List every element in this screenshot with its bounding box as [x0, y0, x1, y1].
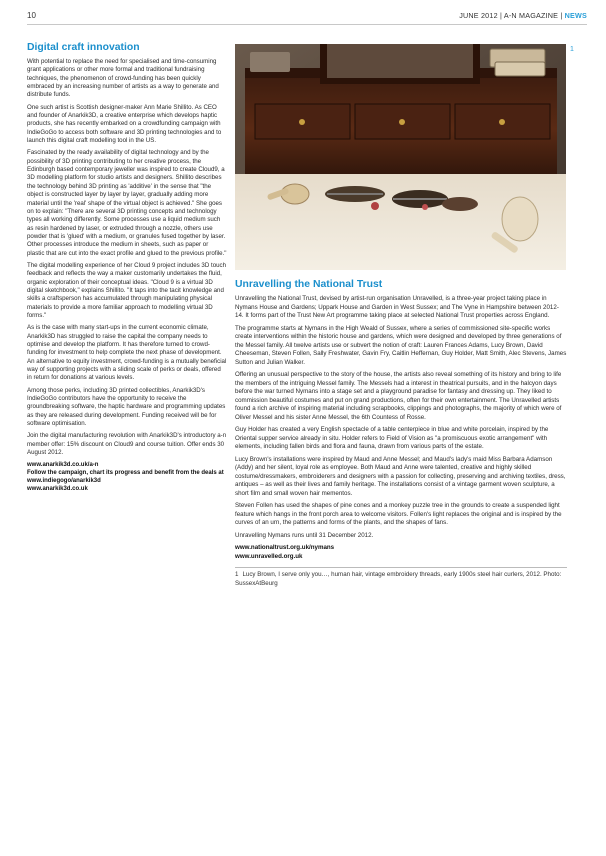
- photo-illustration: [235, 44, 566, 270]
- left-paragraph: With potential to replace the need for specialised and time-consuming grant applications or other more formal and traditional fundraising techniques, the phenomenon of crowd-funding has been quickly embraced by an increasing number of artists as a way to generate and distribute funds.: [27, 58, 219, 99]
- left-paragraph: The digital modelling experience of her Cloud 9 project includes 3D touch feedback and reflects the way a maker customarily undertakes the fluid, organic exploration of their conceptual ideas. "Cloud 9 is a virtual 3D digital sketchbook," explains Shillito. "It taps into the tacit knowledge and skills a craftsperson has accumulated through manipulating physical materials to provide a more familiar approach to modelling virtual 3D forms.": [27, 261, 227, 319]
- left-paragraph: One such artist is Scottish designer-maker Ann Marie Shillito. As CEO and founder of Anarkik3D, a creative enterprise which develops haptic products, she has recently embarked on a crowdfunding campaign with IndieGoGo to access both software and 3D printing technologies and to launch this digital craft modelling tool in the US.: [27, 103, 222, 145]
- right-article-title: Unravelling the National Trust: [235, 279, 383, 290]
- right-paragraph: Offering an unusual perspective to the story of the house, the artists also reveal something of its history and bring to life the members of the intriguing Messel family. The Messels had a interest in theatrical pursuits, and in the halcyon days before the war turned Nymans into a stage set and a playground paradise for fantasy and dressing up. They liked to commission beautiful costumes and put on grand productions, often for their own entertainment. The Unravelled artists found a rich archive of inspiring material including scrapbooks, clippings and photographs, the majority of which were of Oliver Messel and his sister Anne Messel, the 6th Countess of Rosse.: [235, 371, 562, 421]
- follow-campaign-note: Follow the campaign, chart its progress and benefit from the deals at www.indiegogo/anarkik3d: [27, 470, 224, 485]
- right-links: [235, 544, 567, 561]
- section-label: NEWS: [564, 11, 587, 20]
- unravelled-link[interactable]: www.unravelled.org.uk: [235, 552, 303, 560]
- page-number: 10: [27, 11, 36, 20]
- caption-rule: [235, 567, 567, 568]
- photo-number: 1: [570, 46, 574, 53]
- artwork-photo: [235, 44, 566, 270]
- header-rule: [27, 24, 587, 25]
- left-links: [27, 461, 227, 493]
- issue-label: JUNE 2012 | A-N MAGAZINE |: [459, 11, 565, 20]
- right-paragraph: The programme starts at Nymans in the High Weald of Sussex, where a series of commissioned site-specific works create interventions within the historic house and gardens, which were designed and developed by three generations of the Messel family. All twelve artists use or subvert the notion of craft: Lauren Frances Adams, Lucy Brown, David Cheeseman, Steven Follen, Sally Freshwater, Gavin Fry, Caitlin Heffernan, Guy Holder, Matt Smith, Alec Stevens, James Sutton and Julian Walker.: [235, 324, 567, 366]
- photo-caption: [235, 571, 567, 588]
- left-article: [27, 42, 227, 493]
- masthead: [459, 11, 587, 20]
- national-trust-link[interactable]: www.nationaltrust.org.uk/nymans: [235, 544, 335, 551]
- anarkik-link[interactable]: www.anarkik3d.co.uk: [27, 486, 88, 493]
- left-paragraph: Join the digital manufacturing revolution with Anarkik3D's introductory a-n member offer: 15% discount on Cloud9 and course tuition. Offer ends 30 August 2012.: [27, 432, 227, 457]
- right-paragraph: Unravelling the National Trust, devised by artist-run organisation Unravelled, is a three-year project taking place in Nymans House and Gardens; Uppark House and Garden in West Sussex; and The Vyne in Hampshire between 2012-14. It forms part of the Trust New Art programme taking place at selected National Trust properties across England.: [235, 295, 559, 319]
- right-article: [235, 279, 567, 588]
- right-paragraph: Steven Follen has used the shapes of pine cones and a monkey puzzle tree in the grounds to create a suspended light feature which hangs in the front porch area to welcome visitors. Follen's light replaces the original and is inspired by the curves of an urn, the patterns and forms of the plants, and the shapes of fans.: [235, 502, 562, 526]
- right-paragraph: Guy Holder has created a very English spectacle of a table centerpiece in blue and white porcelain, inspired by the Oriental supper service already in situ. Holder refers to Field of Vision as "a promiscuous exotic arrangement" with elements, including fallen birds and flora and fauna, drawn from various parts of the estate.: [235, 426, 549, 450]
- caption-number: 1: [235, 571, 239, 578]
- right-paragraph: Lucy Brown's installations were inspired by Maud and Anne Messel; and Maud's lady's maid Miss Barbara Adamson (Addy) and her silent, loyal role as employee. Both Maud and Anne were talented, creative and highly skilled costume/dressmakers, embroiderers and designers with a passion for collecting, preserving and archiving textiles, dress, antiques – as well as their lives and family heritage. The installations consist of a vintage garment woven sculpture, a short film and small woven hair mementos.: [235, 455, 566, 497]
- anarkik-offer-link[interactable]: www.anarkik3d.co.uk/a-n: [27, 462, 99, 469]
- right-paragraph: Unravelling Nymans runs until 31 December 2012.: [235, 531, 374, 539]
- caption-text: Lucy Brown, I serve only you…, human hair, vintage embroidery threads, early 1900s steel hair curlers, 2012. Photo: SussexAtBeurg: [235, 571, 562, 587]
- left-article-title: Digital craft innovation: [27, 42, 140, 53]
- left-paragraph: Fascinated by the ready availability of digital technology and by the possibility of 3D printing contributing to her creative process, the Edinburgh based contemporary jeweller was inspired to create Cloud9, a 3D modelling platform for studio artists and designers. Shillito describes the technology behind 3D printing as 'additive' in the sense that "the object is constructed layer by layer by layer, gradually adding more material until the 'real' shape of the virtual object is achieved." She goes on to explain: "There are several 3D printing concepts and technology types all working differently. Some processes use a liquid medium such as resin hardened by laser, or extruded through a nozzle, others use powder that is 'glued' with a medium, or granules fused together by laser. Other processes introduce the medium in sheets, such as paper or plastic that are cut into the exact profile and glued to the previous profile.": [27, 149, 227, 257]
- left-paragraph: Among those perks, including 3D printed collectibles, Anarkik3D's IndieGoGo contributors have the opportunity to receive the groundbreaking software, the haptic hardware and programming updates as they are released during development. Funding received will be for software optimisation.: [27, 386, 226, 428]
- left-paragraph: As is the case with many start-ups in the current economic climate, Anarkik3D has struggled to raise the capital the company needs to optimise and develop the platform. It has therefore turned to crowd-funding for investment to help complete the next phase of development. An alternative to equity investment, crowd-funding is a mutually beneficial way of supporting projects with a sliding scale of perks or deals, offered in return for donations at various levels.: [27, 324, 227, 382]
